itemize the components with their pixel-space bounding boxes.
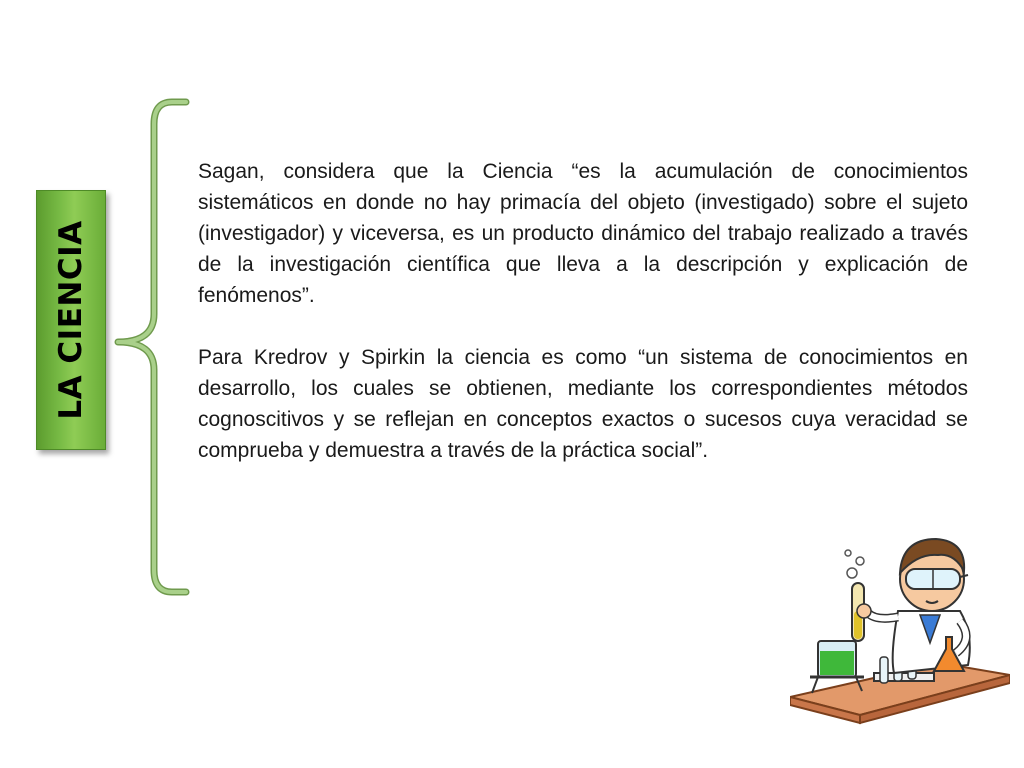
title-box bbox=[36, 190, 106, 450]
curly-brace-icon bbox=[110, 96, 194, 598]
paragraph-kredrov-spirkin: Para Kredrov y Spirkin la ciencia es como “un sistema de conocimientos en desarrollo, los cuales se obtienen, mediante los correspondientes métodos cognoscitivos y se reflejan en conceptos exactos o sucesos cuya veracidad se comprueba y demuestra a través de la práctica social”. bbox=[198, 346, 968, 462]
slide-title: LA CIENCIA bbox=[53, 220, 89, 420]
paragraph-sagan: Sagan, considera que la Ciencia “es la acumulación de conocimientos sistemáticos en donde no hay primacía del objeto (investigado) sobre el sujeto (investigador) y viceversa, es un producto dinámico del trabajo realizado a través de la investigación científica que lleva a la descripción y explicación de fenómenos”. bbox=[198, 160, 968, 307]
body-text bbox=[198, 156, 968, 466]
scientist-child-illustration bbox=[790, 525, 1010, 725]
